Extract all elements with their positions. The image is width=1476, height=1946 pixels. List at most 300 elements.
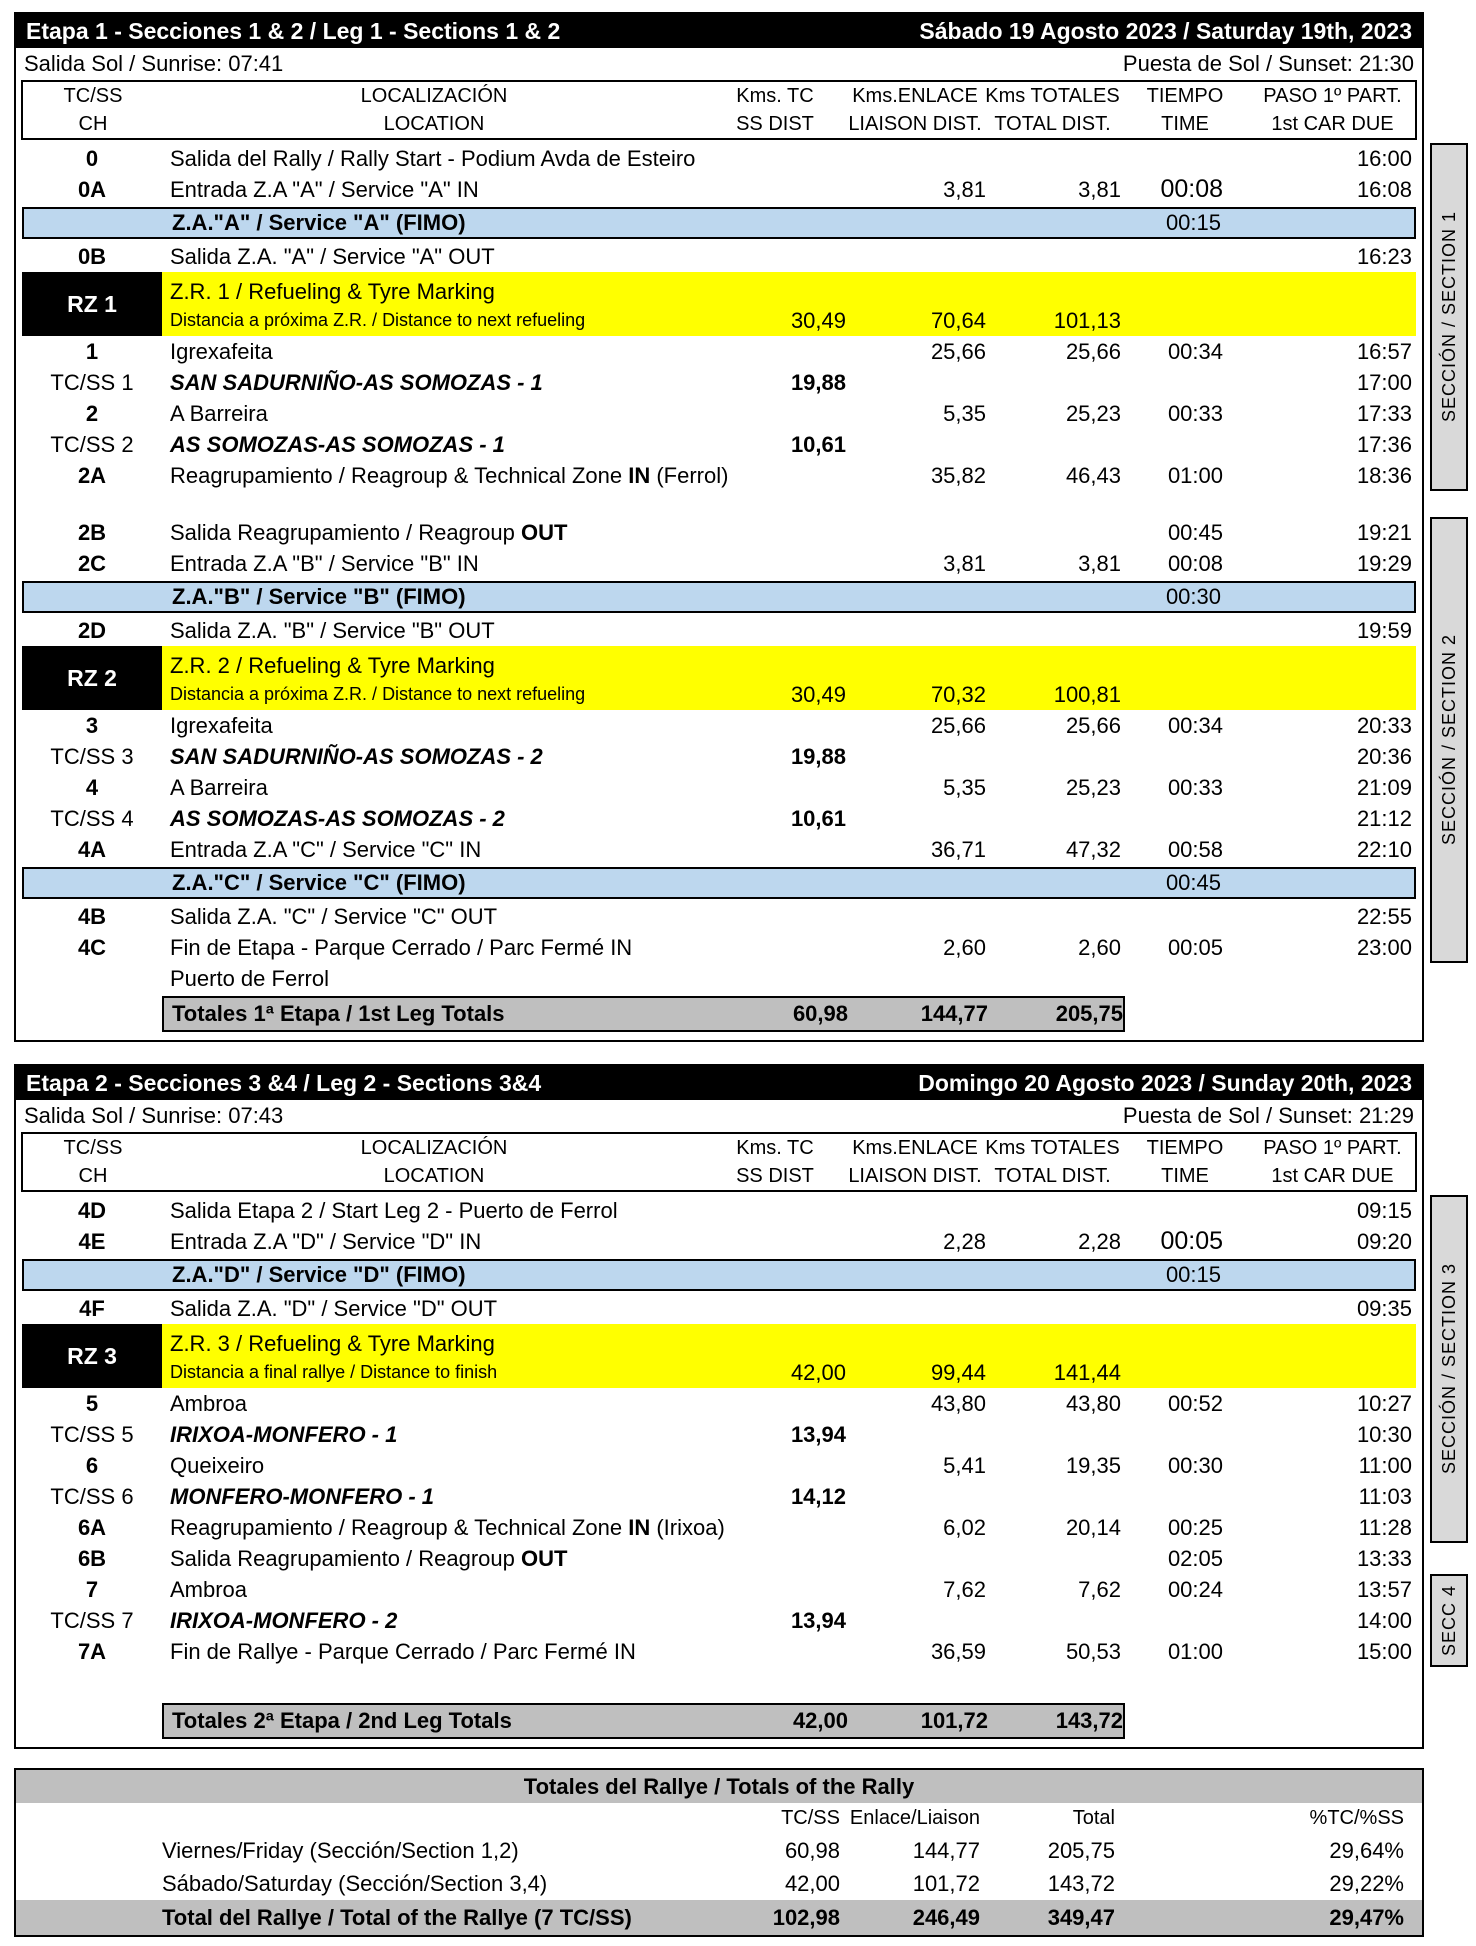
time-allowed: 00:33 — [1167, 400, 1223, 426]
liaison-distance: 36,71 — [930, 836, 986, 862]
time-allowed: 00:25 — [1167, 1514, 1223, 1540]
first-car-due: 14:00 — [1356, 1607, 1412, 1633]
control-code: TC/SS 1 — [50, 369, 134, 395]
ss-distance: 42,00 — [790, 1359, 846, 1385]
col-car-due: 1st CAR DUE — [1271, 1164, 1394, 1187]
first-car-due: 09:20 — [1356, 1228, 1412, 1254]
sunset-label: Puesta de Sol / Sunset: 21:30 — [1122, 51, 1414, 76]
col-enlace: Kms.ENLACE — [852, 1136, 978, 1159]
refuel-zone-note: Distancia a final rallye / Distance to finish — [170, 1362, 498, 1382]
location-cell — [162, 432, 706, 458]
refuel-zone-note: Distancia a próxima Z.R. / Distance to next refueling — [170, 684, 586, 704]
first-car-due: 16:23 — [1356, 243, 1412, 269]
refuel-zone-detail — [162, 307, 1416, 334]
rally-grand-total-row — [16, 1900, 1422, 1935]
liaison-distance: 5,41 — [943, 1452, 986, 1478]
first-car-due: 19:21 — [1356, 519, 1412, 545]
location-cell — [162, 1296, 706, 1322]
section-bar-label: SECC 4 — [1438, 1584, 1459, 1657]
section-bar-label: SECCIÓN / SECTION 1 — [1438, 211, 1459, 423]
location-cell — [162, 1391, 706, 1417]
col-tiempo: TIEMPO — [1146, 1136, 1224, 1159]
location-text: Entrada Z.A "A" / Service "A" IN — [170, 176, 479, 202]
control-code: 4 — [85, 774, 99, 800]
leg-date: Sábado 19 Agosto 2023 / Saturday 19th, 2023 — [919, 17, 1412, 44]
first-car-due: 23:00 — [1356, 934, 1412, 960]
first-car-due: 17:33 — [1356, 400, 1412, 426]
location-cell — [162, 401, 706, 427]
total-distance: 25,66 — [1065, 712, 1121, 738]
refuel-zone-body — [162, 272, 1416, 336]
rally-day-row — [16, 1867, 1422, 1900]
leg-totals-label: Totales 2ª Etapa / 2nd Leg Totals — [172, 1708, 512, 1733]
location-text: Salida del Rally / Rally Start - Podium Avda de Esteiro — [170, 145, 696, 171]
time-allowed: 00:34 — [1167, 338, 1223, 364]
location-text: OUT — [521, 1545, 568, 1571]
refuel-zone-title: Z.R. 1 / Refueling & Tyre Marking — [170, 279, 495, 304]
col-paso: PASO 1º PART. — [1263, 1136, 1402, 1159]
itinerary-row — [22, 1481, 1416, 1512]
ss-distance: 30,49 — [790, 681, 846, 707]
col-enlace: Kms.ENLACE — [852, 84, 978, 107]
col-ch: CH — [78, 112, 108, 135]
ss-distance: 13,94 — [790, 1607, 846, 1633]
location-text: Igrexafeita — [170, 338, 273, 364]
location-text: MONFERO-MONFERO - 1 — [170, 1483, 434, 1509]
rally-grand-total-label: Total del Rallye / Total of the Rallye (7 TC/SS) — [162, 1904, 632, 1930]
itinerary-row — [22, 1388, 1416, 1419]
location-text: Fin de Etapa - Parque Cerrado / Parc Fermé IN — [170, 934, 633, 960]
col-kms-tc: Kms. TC — [736, 1136, 814, 1159]
itinerary-row — [22, 336, 1416, 367]
time-allowed: 00:33 — [1167, 774, 1223, 800]
first-car-due: 22:10 — [1356, 836, 1412, 862]
rt-col-total: Total — [1072, 1807, 1115, 1829]
overall-total: 143,72 — [1047, 1870, 1115, 1896]
control-code: 2B — [77, 519, 107, 545]
total-distance: 43,80 — [1065, 1390, 1121, 1416]
location-cell — [162, 339, 706, 365]
column-header-row-en — [23, 1162, 1415, 1190]
first-car-due: 21:09 — [1356, 774, 1412, 800]
rally-day-row — [16, 1834, 1422, 1867]
itinerary-row — [22, 1226, 1416, 1257]
time-allowed: 00:15 — [1165, 210, 1221, 235]
col-time: TIME — [1161, 1164, 1209, 1187]
liaison-distance: 5,35 — [943, 774, 986, 800]
control-code: TC/SS 5 — [50, 1421, 134, 1447]
leg-2-rows — [16, 1192, 1422, 1747]
pct-grand-total: 29,47% — [1329, 1904, 1404, 1930]
location-text: (Irixoa) — [650, 1514, 725, 1540]
itinerary-row — [22, 548, 1416, 579]
location-cell — [162, 1514, 725, 1541]
ss-distance: 13,94 — [790, 1421, 846, 1447]
liaison-distance: 3,81 — [943, 550, 986, 576]
liaison-distance: 36,59 — [930, 1638, 986, 1664]
location-cell — [162, 1422, 706, 1448]
sunrise-label: Salida Sol / Sunrise: 07:41 — [24, 51, 284, 76]
time-allowed: 00:24 — [1167, 1576, 1223, 1602]
location-text: IN — [628, 1514, 651, 1540]
liaison-distance: 35,82 — [930, 462, 986, 488]
control-code: 4F — [79, 1295, 105, 1321]
pct-total: 29,22% — [1329, 1870, 1404, 1896]
col-tcss: TC/SS — [63, 84, 123, 107]
control-code: 6B — [77, 1545, 107, 1571]
col-liaison: LIAISON DIST. — [848, 1164, 982, 1187]
total-distance: 2,28 — [1078, 1228, 1121, 1254]
col-ss-dist: SS DIST — [736, 112, 814, 135]
location-cell — [162, 1546, 706, 1572]
first-car-due: 10:30 — [1356, 1421, 1412, 1447]
location-text: Reagrupamiento / Reagroup & Technical Zone — [170, 462, 629, 488]
location-cell — [162, 806, 706, 832]
first-car-due: 20:33 — [1356, 712, 1412, 738]
location-cell — [162, 462, 729, 489]
ss-distance: 10,61 — [790, 805, 846, 831]
first-car-due: 17:36 — [1356, 431, 1412, 457]
total-distance: 25,23 — [1065, 400, 1121, 426]
liaison-distance: 99,44 — [930, 1359, 986, 1385]
location-text: IRIXOA-MONFERO - 2 — [170, 1607, 398, 1633]
total-distance: 46,43 — [1065, 462, 1121, 488]
location-cell — [162, 744, 706, 770]
pct-total: 29,64% — [1329, 1837, 1404, 1863]
time-allowed: 00:05 — [1167, 934, 1223, 960]
location-cell — [162, 966, 706, 992]
location-cell — [162, 146, 706, 172]
control-code: 4D — [77, 1197, 107, 1223]
first-car-due: 15:00 — [1356, 1638, 1412, 1664]
control-code: 5 — [85, 1390, 99, 1416]
itinerary-row — [22, 1450, 1416, 1481]
control-code: 7A — [77, 1638, 107, 1664]
time-allowed: 00:05 — [1160, 1227, 1223, 1255]
overall-grand-total: 349,47 — [1047, 1904, 1115, 1930]
ss-distance-total: 42,00 — [792, 1708, 848, 1733]
control-code: 0 — [85, 145, 99, 171]
itinerary-row — [22, 710, 1416, 741]
col-paso: PASO 1º PART. — [1263, 84, 1402, 107]
leg-2-sun-row — [16, 1100, 1422, 1132]
itinerary-row — [22, 429, 1416, 460]
col-total-dist: TOTAL DIST. — [994, 1164, 1111, 1187]
total-distance: 47,32 — [1065, 836, 1121, 862]
service-park-row — [22, 207, 1416, 239]
liaison-distance: 3,81 — [943, 176, 986, 202]
rally-totals-rows — [16, 1834, 1422, 1935]
time-allowed: 00:15 — [1165, 1262, 1221, 1287]
leg-title: Etapa 1 - Secciones 1 & 2 / Leg 1 - Sections 1 & 2 — [26, 17, 561, 44]
ss-distance: 10,61 — [790, 431, 846, 457]
total-distance: 3,81 — [1078, 176, 1121, 202]
col-liaison: LIAISON DIST. — [848, 112, 982, 135]
location-cell — [162, 370, 706, 396]
location-text: Ambroa — [170, 1390, 248, 1416]
total-distance-total: 205,75 — [1055, 1001, 1123, 1026]
location-cell — [162, 244, 706, 270]
sunset-label: Puesta de Sol / Sunset: 21:29 — [1122, 1103, 1414, 1128]
overall-total: 205,75 — [1047, 1837, 1115, 1863]
location-text: IN — [628, 462, 651, 488]
col-kms-tc: Kms. TC — [736, 84, 814, 107]
location-cell — [162, 713, 706, 739]
liaison-distance: 2,60 — [943, 934, 986, 960]
liaison-distance: 70,32 — [930, 681, 986, 707]
liaison-grand-total: 246,49 — [912, 1904, 980, 1930]
first-car-due: 09:35 — [1356, 1295, 1412, 1321]
location-cell — [162, 1453, 706, 1479]
time-allowed: 00:34 — [1167, 712, 1223, 738]
section-bar — [1430, 517, 1468, 963]
itinerary-row — [22, 963, 1416, 994]
location-text: Salida Etapa 2 / Start Leg 2 - Puerto de Ferrol — [170, 1197, 618, 1223]
location-text: SAN SADURNIÑO-AS SOMOZAS - 2 — [170, 743, 543, 769]
total-distance: 7,62 — [1078, 1576, 1121, 1602]
col-ch: CH — [78, 1164, 108, 1187]
first-car-due: 18:36 — [1356, 462, 1412, 488]
rally-totals-table — [14, 1768, 1424, 1937]
location-cell — [162, 177, 706, 203]
itinerary-row — [22, 241, 1416, 272]
refuel-zone-note: Distancia a próxima Z.R. / Distance to next refueling — [170, 310, 586, 330]
control-code: 1 — [85, 338, 99, 364]
refuel-zone-detail — [162, 681, 1416, 708]
location-cell — [162, 551, 706, 577]
ss-distance: 14,12 — [790, 1483, 846, 1509]
rally-day-label: Viernes/Friday (Sección/Section 1,2) — [162, 1837, 519, 1863]
location-cell — [162, 1198, 706, 1224]
col-tiempo: TIEMPO — [1146, 84, 1224, 107]
location-cell — [162, 837, 706, 863]
first-car-due: 11:00 — [1358, 1452, 1412, 1478]
time-allowed: 00:52 — [1167, 1390, 1223, 1416]
ss-distance: 19,88 — [790, 369, 846, 395]
time-allowed: 00:45 — [1165, 870, 1221, 895]
location-text: Queixeiro — [170, 1452, 265, 1478]
time-allowed: 00:58 — [1167, 836, 1223, 862]
itinerary-row — [22, 1195, 1416, 1226]
control-code: 4C — [77, 934, 107, 960]
itinerary-row — [22, 1543, 1416, 1574]
refuel-zone-title: Z.R. 2 / Refueling & Tyre Marking — [170, 653, 495, 678]
col-location: LOCALIZACIÓN — [360, 84, 508, 107]
total-distance: 50,53 — [1065, 1638, 1121, 1664]
total-distance: 101,13 — [1053, 307, 1121, 333]
liaison-total: 101,72 — [912, 1870, 980, 1896]
control-code: 6A — [77, 1514, 107, 1540]
column-header-box — [21, 80, 1417, 140]
total-distance: 3,81 — [1078, 550, 1121, 576]
location-text: A Barreira — [170, 400, 268, 426]
rally-totals-title-text: Totales del Rallye / Totals of the Rally — [523, 1773, 915, 1799]
location-text: Salida Z.A. "B" / Service "B" OUT — [170, 617, 495, 643]
control-code: 4A — [77, 836, 107, 862]
liaison-distance-total: 101,72 — [920, 1708, 988, 1733]
leg-1-table — [14, 12, 1459, 1042]
control-code: TC/SS 4 — [50, 805, 134, 831]
tcss-total: 60,98 — [784, 1837, 840, 1863]
sunrise-label: Salida Sol / Sunrise: 07:43 — [24, 1103, 284, 1128]
refuel-zone-code: RZ 2 — [22, 646, 162, 710]
location-cell — [162, 775, 706, 801]
location-text: Igrexafeita — [170, 712, 273, 738]
liaison-distance: 7,62 — [943, 1576, 986, 1602]
refuel-zone-title: Z.R. 3 / Refueling & Tyre Marking — [170, 1331, 495, 1356]
time-allowed: 00:30 — [1165, 584, 1221, 609]
col-location-en: LOCATION — [383, 112, 485, 135]
service-label: Z.A."B" / Service "B" (FIMO) — [172, 584, 466, 609]
itinerary-row — [22, 834, 1416, 865]
first-car-due: 11:28 — [1358, 1514, 1412, 1540]
location-text: (Ferrol) — [650, 462, 729, 488]
service-park-row — [22, 867, 1416, 899]
rt-col-enlace: Enlace/Liaison — [849, 1807, 980, 1829]
section-bar — [1430, 1195, 1468, 1543]
rt-col-pct: %TC/%SS — [1309, 1807, 1404, 1829]
refuel-zone-detail — [162, 1359, 1416, 1386]
time-allowed: 00:30 — [1167, 1452, 1223, 1478]
section-bar — [1430, 1574, 1468, 1667]
leg-1-title-bar — [16, 14, 1422, 48]
leg-title: Etapa 2 - Secciones 3 &4 / Leg 2 - Sections 3&4 — [26, 1069, 542, 1096]
total-distance: 25,23 — [1065, 774, 1121, 800]
itinerary-row — [22, 932, 1416, 963]
location-text: Puerto de Ferrol — [170, 965, 329, 991]
leg-totals-box — [162, 996, 1125, 1032]
leg-date: Domingo 20 Agosto 2023 / Sunday 20th, 2023 — [918, 1069, 1412, 1096]
control-code: 0A — [77, 176, 107, 202]
section-bar — [1430, 143, 1468, 491]
leg-totals-row — [22, 1701, 1416, 1739]
first-car-due: 11:03 — [1358, 1483, 1412, 1509]
liaison-distance: 43,80 — [930, 1390, 986, 1416]
first-car-due: 16:08 — [1356, 176, 1412, 202]
section-bar-label: SECCIÓN / SECTION 3 — [1438, 1263, 1459, 1475]
location-text: Salida Z.A. "A" / Service "A" OUT — [170, 243, 495, 269]
control-code: 2 — [85, 400, 99, 426]
location-text: Entrada Z.A "B" / Service "B" IN — [170, 550, 479, 576]
location-cell — [162, 1639, 706, 1665]
time-allowed: 02:05 — [1167, 1545, 1223, 1571]
location-cell — [162, 618, 706, 644]
itinerary-row — [22, 517, 1416, 548]
leg-2-table — [14, 1064, 1459, 1749]
first-car-due: 16:00 — [1356, 145, 1412, 171]
liaison-distance: 70,64 — [930, 307, 986, 333]
refuel-zone-body — [162, 1324, 1416, 1388]
location-cell — [162, 935, 706, 961]
itinerary-row — [22, 1574, 1416, 1605]
rally-totals-title — [16, 1770, 1422, 1803]
location-text: AS SOMOZAS-AS SOMOZAS - 1 — [170, 431, 505, 457]
itinerary-row — [22, 741, 1416, 772]
leg-1-rows — [16, 140, 1422, 1040]
location-text: Fin de Rallye - Parque Cerrado / Parc Fermé IN — [170, 1638, 636, 1664]
location-cell — [162, 904, 706, 930]
control-code: 6 — [85, 1452, 99, 1478]
time-allowed: 01:00 — [1167, 1638, 1223, 1664]
control-code: 3 — [85, 712, 99, 738]
location-cell — [162, 1577, 706, 1603]
time-allowed: 00:08 — [1167, 550, 1223, 576]
itinerary-row — [22, 803, 1416, 834]
tcss-grand-total: 102,98 — [772, 1904, 840, 1930]
first-car-due: 10:27 — [1356, 1390, 1412, 1416]
total-distance: 20,14 — [1065, 1514, 1121, 1540]
location-text: Reagrupamiento / Reagroup & Technical Zone — [170, 1514, 629, 1540]
total-distance: 100,81 — [1053, 681, 1121, 707]
service-label: Z.A."C" / Service "C" (FIMO) — [172, 870, 466, 895]
location-cell — [162, 520, 706, 546]
location-text: Salida Z.A. "D" / Service "D" OUT — [170, 1295, 498, 1321]
rally-day-label: Sábado/Saturday (Sección/Section 3,4) — [162, 1870, 548, 1896]
location-cell — [162, 1229, 706, 1255]
control-code: TC/SS 3 — [50, 743, 134, 769]
first-car-due: 22:55 — [1356, 903, 1412, 929]
itinerary-row — [22, 1293, 1416, 1324]
location-text: Salida Reagrupamiento / Reagroup — [170, 519, 522, 545]
itinerary-row — [22, 460, 1416, 491]
first-car-due: 19:29 — [1356, 550, 1412, 576]
location-cell — [162, 1484, 706, 1510]
location-text: Salida Z.A. "C" / Service "C" OUT — [170, 903, 498, 929]
service-label: Z.A."A" / Service "A" (FIMO) — [172, 210, 466, 235]
first-car-due: 13:33 — [1356, 1545, 1412, 1571]
first-car-due: 13:57 — [1356, 1576, 1412, 1602]
col-totales: Kms TOTALES — [985, 84, 1120, 107]
itinerary-row — [22, 1636, 1416, 1667]
tcss-total: 42,00 — [784, 1870, 840, 1896]
location-cell — [162, 1608, 706, 1634]
service-park-row — [22, 581, 1416, 613]
refuel-zone-code: RZ 3 — [22, 1324, 162, 1388]
total-distance: 19,35 — [1065, 1452, 1121, 1478]
control-code: 0B — [77, 243, 107, 269]
refuel-zone-row — [22, 1324, 1416, 1388]
first-car-due: 09:15 — [1356, 1197, 1412, 1223]
leg-totals-row — [22, 994, 1416, 1032]
refuel-zone-row — [22, 646, 1416, 710]
itinerary-row — [22, 1512, 1416, 1543]
refuel-zone-code: RZ 1 — [22, 272, 162, 336]
ss-distance: 19,88 — [790, 743, 846, 769]
col-car-due: 1st CAR DUE — [1271, 112, 1394, 135]
control-code: 2C — [77, 550, 107, 576]
liaison-distance: 25,66 — [930, 338, 986, 364]
location-text: Entrada Z.A "C" / Service "C" IN — [170, 836, 482, 862]
column-header-row-en — [23, 110, 1415, 138]
itinerary-row — [22, 1605, 1416, 1636]
liaison-distance-total: 144,77 — [920, 1001, 988, 1026]
leg-1-sun-row — [16, 48, 1422, 80]
service-label: Z.A."D" / Service "D" (FIMO) — [172, 1262, 466, 1287]
location-text: OUT — [521, 519, 568, 545]
liaison-total: 144,77 — [912, 1837, 980, 1863]
refuel-zone-row — [22, 272, 1416, 336]
col-location-en: LOCATION — [383, 1164, 485, 1187]
control-code: 4B — [77, 903, 107, 929]
total-distance: 141,44 — [1053, 1359, 1121, 1385]
rally-totals-columns — [16, 1803, 1422, 1834]
itinerary-row — [22, 1419, 1416, 1450]
service-park-row — [22, 1259, 1416, 1291]
column-header-row-es — [23, 82, 1415, 110]
itinerary-row — [22, 901, 1416, 932]
column-header-row-es — [23, 1134, 1415, 1162]
itinerary-row — [22, 367, 1416, 398]
